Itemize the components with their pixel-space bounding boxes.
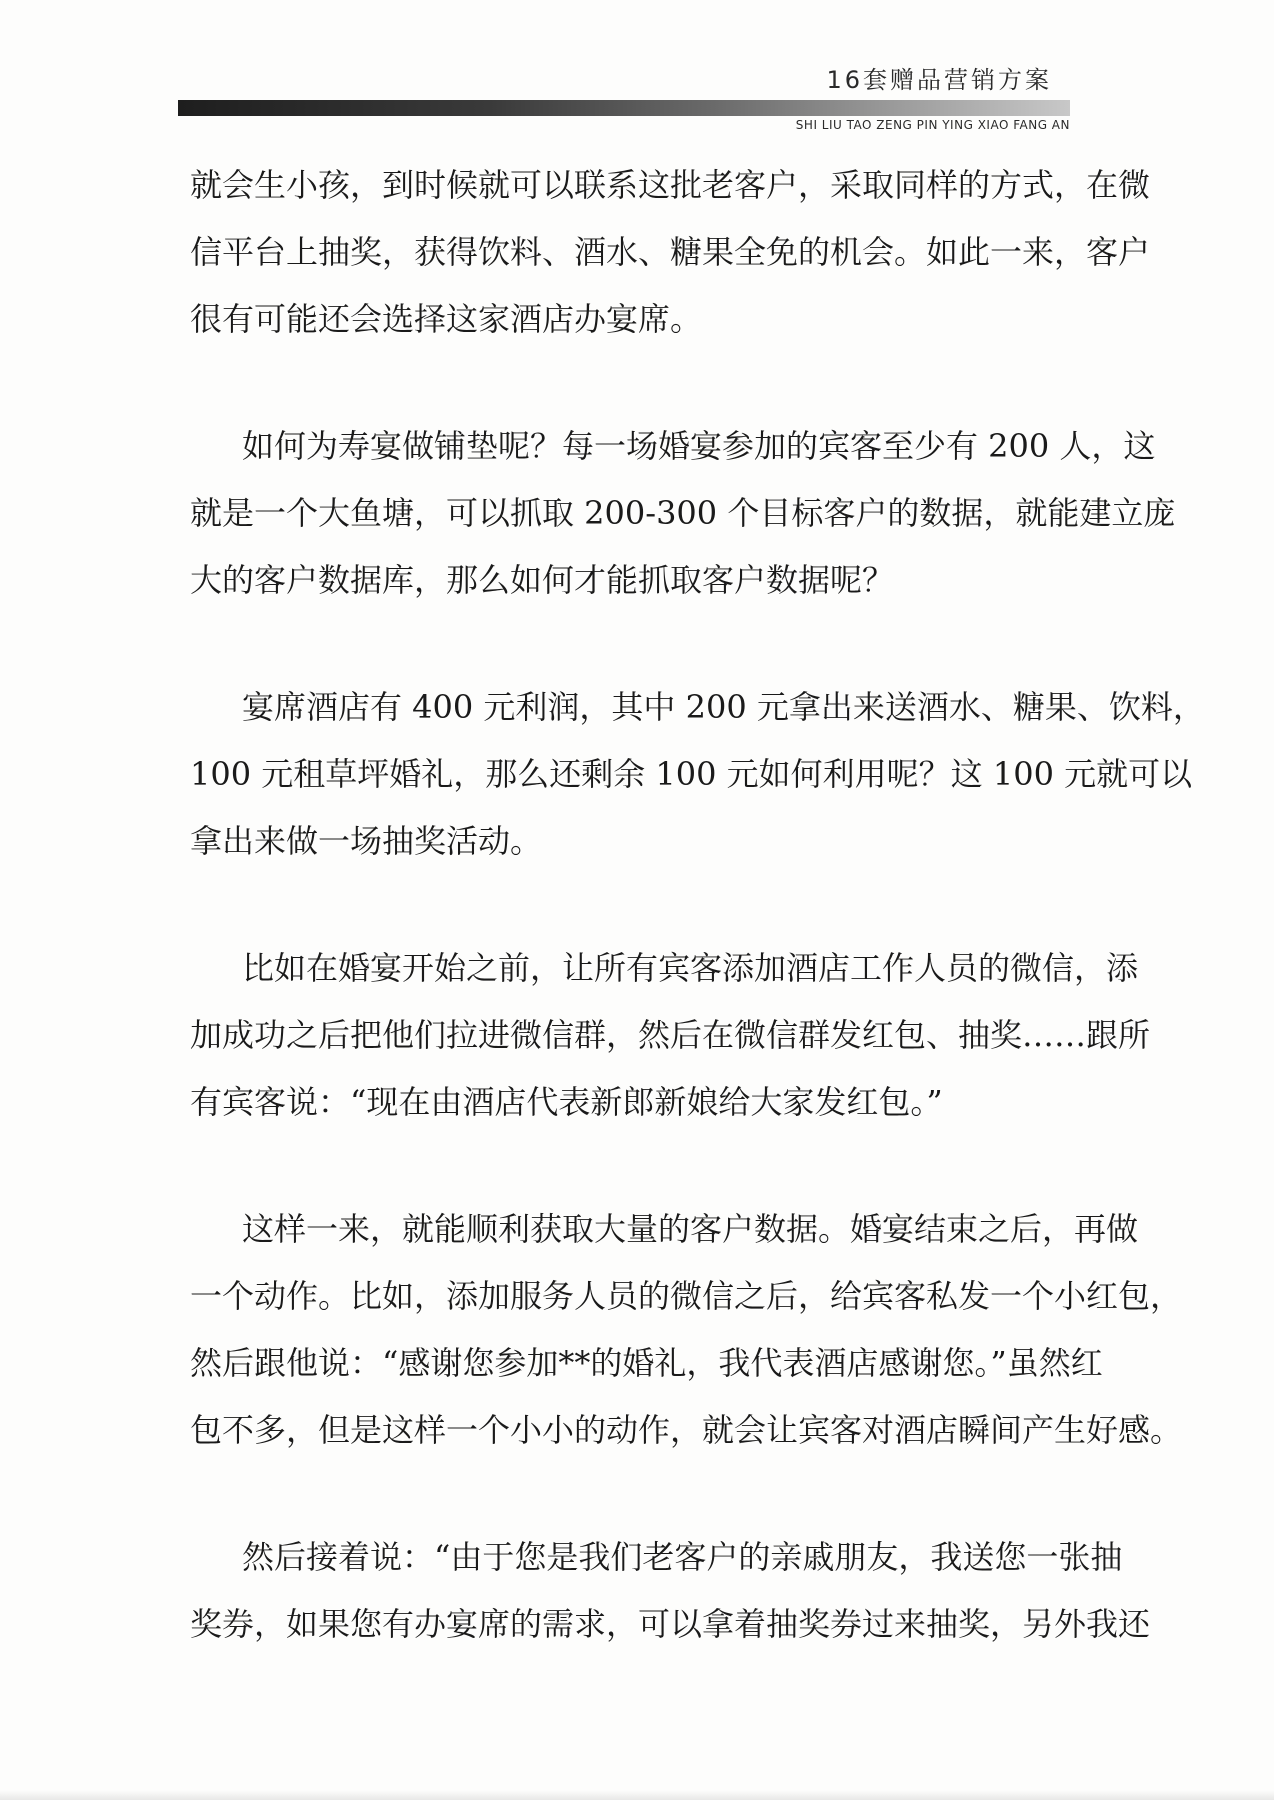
- paragraph-line: 比如在婚宴开始之前，让所有宾客添加酒店工作人员的微信，添: [242, 949, 1139, 987]
- paragraph-line: 这样一来，就能顺利获取大量的客户数据。婚宴结束之后，再做: [242, 1210, 1139, 1248]
- paragraph-line: 如何为寿宴做铺垫呢？每一场婚宴参加的宾客至少有 200 人，这: [242, 427, 1156, 465]
- paragraph-2: [190, 413, 1176, 614]
- paragraph-line: 信平台上抽奖，获得饮料、酒水、糖果全免的机会。如此一来，客户: [190, 233, 1151, 271]
- paragraph-5: [190, 1196, 1183, 1464]
- header-subtitle: SHI LIU TAO ZENG PIN YING XIAO FANG AN: [795, 118, 1070, 132]
- paragraph-line: 然后跟他说：“感谢您参加**的婚礼，我代表酒店感谢您。”虽然红: [190, 1344, 1103, 1382]
- paragraph-line: 拿出来做一场抽奖活动。: [190, 822, 543, 860]
- paragraph-line: 有宾客说：“现在由酒店代表新郎新娘给大家发红包。”: [190, 1083, 943, 1121]
- paragraph-line: 然后接着说：“由于您是我们老客户的亲戚朋友，我送您一张抽: [242, 1538, 1123, 1576]
- scan-edge: [0, 1790, 1274, 1800]
- paragraph-6: [190, 1524, 1151, 1658]
- paragraph-line: 就会生小孩，到时候就可以联系这批老客户，采取同样的方式，在微: [190, 166, 1151, 204]
- paragraph-line: 包不多，但是这样一个小小的动作，就会让宾客对酒店瞬间产生好感。: [190, 1411, 1183, 1449]
- paragraph-line: 加成功之后把他们拉进微信群，然后在微信群发红包、抽奖……跟所: [190, 1016, 1151, 1054]
- header-bar: [178, 100, 1070, 116]
- paragraph-3: [190, 674, 1205, 875]
- header-title: 16套赠品营销方案: [826, 66, 1052, 94]
- paragraph-4: [190, 935, 1151, 1136]
- paragraph-line: 奖券，如果您有办宴席的需求，可以拿着抽奖券过来抽奖，另外我还: [190, 1605, 1151, 1643]
- paragraph-1: [190, 152, 1151, 353]
- paragraph-line: 就是一个大鱼塘，可以抓取 200-300 个目标客户的数据，就能建立庞: [190, 494, 1176, 532]
- paragraph-line: 很有可能还会选择这家酒店办宴席。: [190, 300, 703, 338]
- paragraph-line: 一个动作。比如，添加服务人员的微信之后，给宾客私发一个小红包，: [190, 1277, 1183, 1315]
- paragraph-line: 宴席酒店有 400 元利润，其中 200 元拿出来送酒水、糖果、饮料，: [242, 688, 1205, 726]
- paragraph-line: 100 元租草坪婚礼，那么还剩余 100 元如何利用呢？这 100 元就可以: [190, 755, 1193, 793]
- paragraph-line: 大的客户数据库，那么如何才能抓取客户数据呢？: [190, 561, 895, 599]
- body-text: [190, 152, 1205, 1718]
